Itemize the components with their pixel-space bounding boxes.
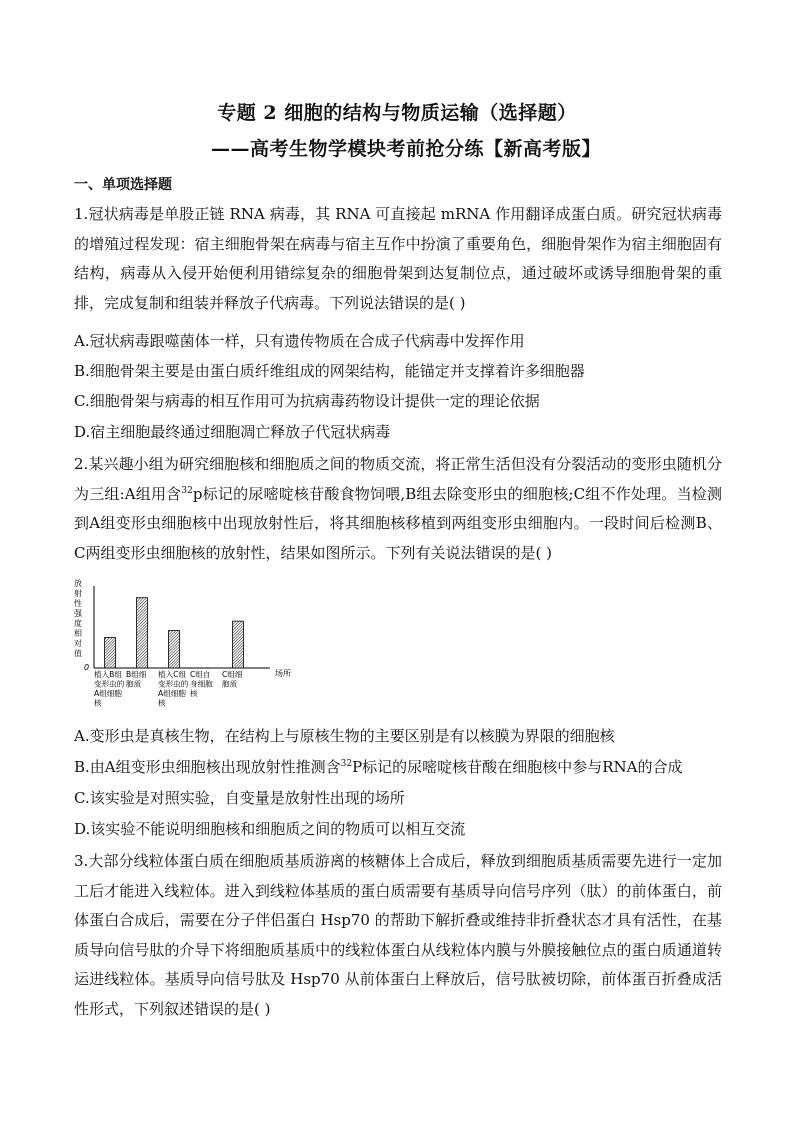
chart-y-axis-label-char: 射 xyxy=(74,589,82,598)
chart-category-label: A组细胞 xyxy=(158,689,186,698)
question-3-stem: 3.大部分线粒体蛋白质在细胞质基质游离的核糖体上合成后，释放到细胞质基质需要先进行一定加工后才能进入线粒体。进入到线粒体基质的蛋白质需要有基质导向信号序列（肽）的前体蛋白，前体蛋白合成后，需要在分子伴侣蛋白 Hsp70 的帮助下解折叠或维持非折叠状态才具有活性，在基质导向信号肽的介导下将细胞质基质中的线粒体蛋白从线粒体内膜与外膜接触位点的蛋白质通道转运进线粒体。基质导向信号肽及 Hsp70 从前体蛋白上释放后，信号肽被切除，前体蛋百折叠成活性形式，下列叙述错误的是( ) xyxy=(74,852,722,1018)
chart-x-axis-label: 场所 xyxy=(275,669,291,678)
question-2-stem-part1: 2.某兴趣小组为研究细胞核和细胞质之间的物质交流，将正常生活但没有分裂活动的变形虫随机分为三组:A组用含 xyxy=(74,455,722,503)
chart-category-label: C组自 xyxy=(190,670,211,679)
isotope-superscript: 32 xyxy=(340,759,353,769)
isotope-superscript: 32 xyxy=(181,485,193,496)
question-2-stem xyxy=(74,450,722,568)
chart-origin-label: 0 xyxy=(84,663,90,672)
chart-category-labels xyxy=(94,669,243,708)
chart-category-label: 核 xyxy=(158,698,166,708)
chart-category-label: 胞质 xyxy=(222,679,238,689)
chart-y-axis-label-char: 对 xyxy=(74,639,82,648)
question-2-option-b xyxy=(74,753,734,783)
chart-bar xyxy=(169,631,180,668)
chart-bar xyxy=(137,598,148,668)
radioactivity-bar-chart xyxy=(70,572,310,720)
chart-category-label: B组细 xyxy=(126,670,147,679)
question-2-option-a: A.变形虫是真核生物，在结构上与原核生物的主要区别是有以核膜为界限的细胞核 xyxy=(74,727,615,745)
chart-category-label: 变形虫的 xyxy=(158,679,189,689)
question-1-option-c: C.细胞骨架与病毒的相互作用可为抗病毒药物设计提供一定的理论依据 xyxy=(74,392,540,410)
question-1-option-b: B.细胞骨架主要是由蛋白质纤维组成的网架结构，能锚定并支撑着许多细胞器 xyxy=(74,362,585,380)
chart-y-axis-label-char: 相 xyxy=(74,629,82,638)
chart-category-label: 核 xyxy=(94,698,102,708)
chart-bars xyxy=(105,598,244,668)
chart-category-label: 变形虫的 xyxy=(94,679,125,689)
chart-y-axis-label-char: 性 xyxy=(74,599,82,608)
chart-category-label: A组细胞 xyxy=(94,689,122,698)
chart-category-label: 身细胞 xyxy=(190,679,213,689)
chart-y-axis-label-char: 值 xyxy=(74,649,82,658)
chart-y-axis-label-char: 放 xyxy=(74,579,82,588)
question-2-option-b-part1: B.由A组变形虫细胞核出现放射性推测含 xyxy=(74,758,341,776)
chart-category-label: 植入C组 xyxy=(158,670,187,679)
chart-category-label: 胞质 xyxy=(126,679,142,689)
chart-bar xyxy=(105,638,116,668)
chart-category-label: C组细 xyxy=(222,670,243,679)
document-subtitle: ——高考生物学模块考前抢分练【新高考版】 xyxy=(210,138,601,160)
question-2-option-b-part2: P标记的尿嘧啶核苷酸在细胞核中参与RNA的合成 xyxy=(352,758,683,776)
question-1-option-d: D.宿主细胞最终通过细胞凋亡释放子代冠状病毒 xyxy=(74,423,391,441)
question-1-stem: 1.冠状病毒是单股正链 RNA 病毒，其 RNA 可直接起 mRNA 作用翻译成蛋白质。研究冠状病毒的增殖过程发现：宿主细胞骨架在病毒与宿主互作中扮演了重要角色，细胞骨架作为宿主细胞固有结构，病毒从入侵开始便利用错综复杂的细胞骨架到达复制位点，通过破坏或诱导细胞骨架的重排，完成复制和组装并释放子代病毒。下列说法错误的是( ) xyxy=(74,205,722,312)
chart-y-axis-label-char: 度 xyxy=(74,619,82,628)
section-heading: 一、单项选择题 xyxy=(74,177,172,193)
question-1-option-a: A.冠状病毒跟噬菌体一样，只有遗传物质在合成子代病毒中发挥作用 xyxy=(74,332,525,350)
chart-y-axis-label-char: 强 xyxy=(74,609,82,618)
question-2-stem-part2: p标记的尿嘧啶核苷酸食物饲喂,B组去除变形虫的细胞核;C组不作处理。当检测到A组变形虫细胞核中出现放射性后，将其细胞核移植到两组变形虫细胞内。一段时间后检测B、C两组变形虫细胞核的放射性，结果如图所示。下列有关说法错误的是( ) xyxy=(74,484,723,562)
chart-y-axis-label xyxy=(74,578,83,658)
chart-category-label: 核 xyxy=(190,689,198,698)
question-2-option-c: C.该实验是对照实验，自变量是放射性出现的场所 xyxy=(74,789,405,807)
chart-bar xyxy=(233,621,244,668)
document-title: 专题 2 细胞的结构与物质运输（选择题） xyxy=(217,102,577,124)
question-2-option-d: D.该实验不能说明细胞核和细胞质之间的物质可以相互交流 xyxy=(74,820,466,838)
chart-category-label: 植入B组 xyxy=(94,670,122,679)
